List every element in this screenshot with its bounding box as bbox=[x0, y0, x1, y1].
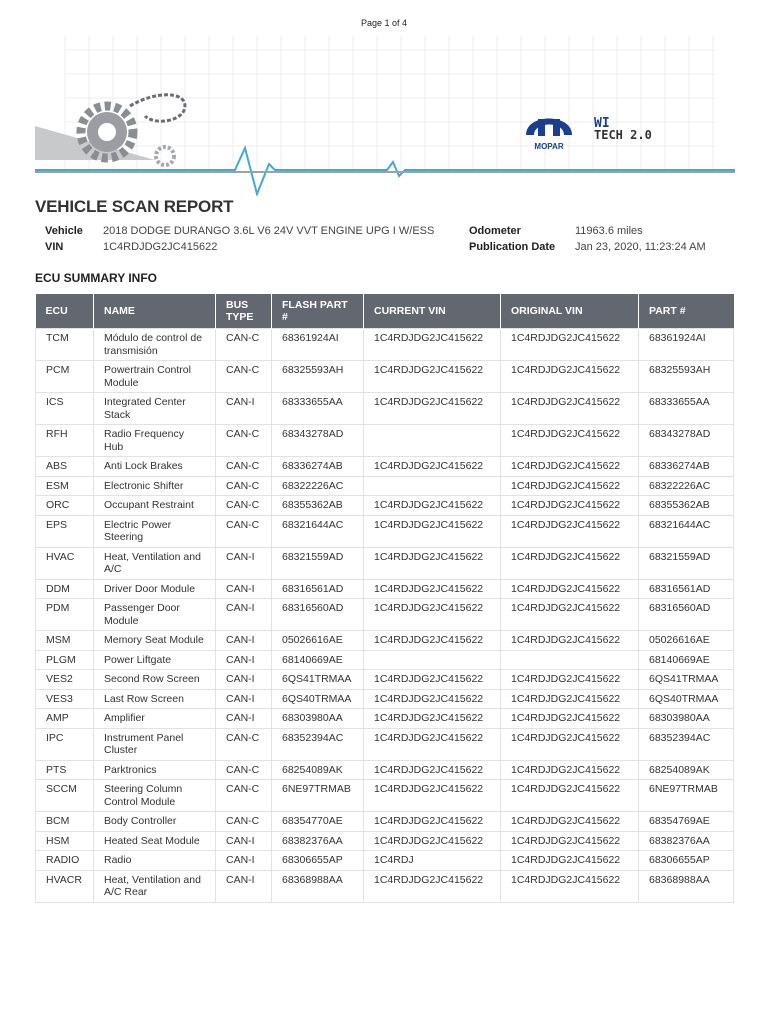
vehicle-info bbox=[45, 223, 735, 255]
ecu-code-cell: ESM bbox=[36, 476, 94, 496]
table-body bbox=[36, 329, 734, 903]
current-vin-cell: 1C4RDJDG2JC415622 bbox=[364, 515, 501, 547]
ecu-code-cell: VES2 bbox=[36, 670, 94, 690]
bus-type-cell: CAN-I bbox=[216, 393, 272, 425]
part-number-cell: 68361924AI bbox=[639, 329, 734, 361]
column-header: ECU bbox=[36, 294, 94, 329]
flash-part-cell: 68343278AD bbox=[272, 425, 364, 457]
current-vin-cell: 1C4RDJDG2JC415622 bbox=[364, 760, 501, 780]
ecu-code-cell: SCCM bbox=[36, 780, 94, 812]
table-row bbox=[36, 631, 734, 651]
report-title: VEHICLE SCAN REPORT bbox=[35, 197, 234, 216]
table-row bbox=[36, 476, 734, 496]
bus-type-cell: CAN-I bbox=[216, 547, 272, 579]
table-row bbox=[36, 812, 734, 832]
ecu-code-cell: EPS bbox=[36, 515, 94, 547]
current-vin-cell: 1C4RDJDG2JC415622 bbox=[364, 599, 501, 631]
table-row bbox=[36, 780, 734, 812]
chain-loop bbox=[130, 95, 185, 121]
vin-value: 1C4RDJDG2JC415622 bbox=[103, 241, 218, 253]
original-vin-cell: 1C4RDJDG2JC415622 bbox=[501, 689, 639, 709]
part-number-cell: 68321644AC bbox=[639, 515, 734, 547]
bus-type-cell: CAN-C bbox=[216, 496, 272, 516]
original-vin-cell: 1C4RDJDG2JC415622 bbox=[501, 831, 639, 851]
part-number-cell: 68368988AA bbox=[639, 870, 734, 902]
bus-type-cell: CAN-I bbox=[216, 670, 272, 690]
original-vin-cell: 1C4RDJDG2JC415622 bbox=[501, 496, 639, 516]
bus-type-cell: CAN-I bbox=[216, 851, 272, 871]
ecu-name-cell: Integrated Center Stack bbox=[94, 393, 216, 425]
original-vin-cell: 1C4RDJDG2JC415622 bbox=[501, 670, 639, 690]
flash-part-cell: 68368988AA bbox=[272, 870, 364, 902]
ecu-name-cell: Electronic Shifter bbox=[94, 476, 216, 496]
original-vin-cell: 1C4RDJDG2JC415622 bbox=[501, 329, 639, 361]
current-vin-cell: 1C4RDJDG2JC415622 bbox=[364, 579, 501, 599]
flash-part-cell: 6QS41TRMAA bbox=[272, 670, 364, 690]
ecu-summary-table bbox=[35, 294, 734, 903]
gear-icon bbox=[81, 106, 133, 158]
ecu-name-cell: Body Controller bbox=[94, 812, 216, 832]
table-row bbox=[36, 650, 734, 670]
current-vin-cell: 1C4RDJDG2JC415622 bbox=[364, 496, 501, 516]
ecu-code-cell: IPC bbox=[36, 728, 94, 760]
current-vin-cell: 1C4RDJDG2JC415622 bbox=[364, 457, 501, 477]
ecu-summary-title: ECU SUMMARY INFO bbox=[35, 271, 158, 285]
part-number-cell: 68333655AA bbox=[639, 393, 734, 425]
ecu-name-cell: Power Liftgate bbox=[94, 650, 216, 670]
table-row bbox=[36, 728, 734, 760]
bus-type-cell: CAN-C bbox=[216, 476, 272, 496]
original-vin-cell: 1C4RDJDG2JC415622 bbox=[501, 851, 639, 871]
ecu-name-cell: Memory Seat Module bbox=[94, 631, 216, 651]
column-header: NAME bbox=[94, 294, 216, 329]
flash-part-cell: 68333655AA bbox=[272, 393, 364, 425]
original-vin-cell: 1C4RDJDG2JC415622 bbox=[501, 579, 639, 599]
table-row bbox=[36, 709, 734, 729]
part-number-cell: 68316561AD bbox=[639, 579, 734, 599]
part-number-cell: 68382376AA bbox=[639, 831, 734, 851]
part-number-cell: 68254089AK bbox=[639, 760, 734, 780]
bus-type-cell: CAN-C bbox=[216, 728, 272, 760]
flash-part-cell: 68321559AD bbox=[272, 547, 364, 579]
ecu-name-cell: Heated Seat Module bbox=[94, 831, 216, 851]
current-vin-cell bbox=[364, 476, 501, 496]
ecu-code-cell: MSM bbox=[36, 631, 94, 651]
column-header: PART # bbox=[639, 294, 734, 329]
original-vin-cell: 1C4RDJDG2JC415622 bbox=[501, 728, 639, 760]
ecu-code-cell: DDM bbox=[36, 579, 94, 599]
table-row bbox=[36, 851, 734, 871]
flash-part-cell: 68306655AP bbox=[272, 851, 364, 871]
current-vin-cell: 1C4RDJDG2JC415622 bbox=[364, 780, 501, 812]
original-vin-cell: 1C4RDJDG2JC415622 bbox=[501, 760, 639, 780]
tech-wordmark: TECH 2.0 bbox=[594, 128, 652, 142]
flash-part-cell: 68382376AA bbox=[272, 831, 364, 851]
vehicle-value: 2018 DODGE DURANGO 3.6L V6 24V VVT ENGINE UPG I W/ESS bbox=[103, 225, 435, 237]
part-number-cell: 6QS41TRMAA bbox=[639, 670, 734, 690]
part-number-cell: 68325593AH bbox=[639, 361, 734, 393]
current-vin-cell: 1C4RDJDG2JC415622 bbox=[364, 329, 501, 361]
vin-row bbox=[45, 239, 735, 255]
part-number-cell: 05026616AE bbox=[639, 631, 734, 651]
original-vin-cell: 1C4RDJDG2JC415622 bbox=[501, 709, 639, 729]
flash-part-cell: 68254089AK bbox=[272, 760, 364, 780]
original-vin-cell: 1C4RDJDG2JC415622 bbox=[501, 631, 639, 651]
table-row bbox=[36, 457, 734, 477]
ecu-code-cell: HSM bbox=[36, 831, 94, 851]
vehicle-row bbox=[45, 223, 735, 239]
current-vin-cell: 1C4RDJDG2JC415622 bbox=[364, 870, 501, 902]
ecu-code-cell: PCM bbox=[36, 361, 94, 393]
flash-part-cell: 68325593AH bbox=[272, 361, 364, 393]
bus-type-cell: CAN-C bbox=[216, 457, 272, 477]
flash-part-cell: 68321644AC bbox=[272, 515, 364, 547]
ecu-code-cell: TCM bbox=[36, 329, 94, 361]
part-number-cell: 68322226AC bbox=[639, 476, 734, 496]
ecu-name-cell: Radio Frequency Hub bbox=[94, 425, 216, 457]
part-number-cell: 68354769AE bbox=[639, 812, 734, 832]
bus-type-cell: CAN-C bbox=[216, 329, 272, 361]
flash-part-cell: 68316561AD bbox=[272, 579, 364, 599]
ecu-name-cell: Módulo de control de transmisión bbox=[94, 329, 216, 361]
part-number-cell: 68343278AD bbox=[639, 425, 734, 457]
bus-type-cell: CAN-I bbox=[216, 689, 272, 709]
flash-part-cell: 68316560AD bbox=[272, 599, 364, 631]
current-vin-cell: 1C4RDJDG2JC415622 bbox=[364, 393, 501, 425]
table-row bbox=[36, 760, 734, 780]
vehicle-label: Vehicle bbox=[45, 225, 83, 237]
column-header: FLASH PART # bbox=[272, 294, 364, 329]
bus-type-cell: CAN-I bbox=[216, 870, 272, 902]
current-vin-cell: 1C4RDJDG2JC415622 bbox=[364, 709, 501, 729]
part-number-cell: 68352394AC bbox=[639, 728, 734, 760]
ecu-name-cell: Radio bbox=[94, 851, 216, 871]
odometer-value: 11963.6 miles bbox=[575, 225, 643, 237]
table-row bbox=[36, 831, 734, 851]
flash-part-cell: 05026616AE bbox=[272, 631, 364, 651]
table-row bbox=[36, 599, 734, 631]
wi-wordmark: WI bbox=[594, 116, 610, 131]
page-number: Page 1 of 4 bbox=[360, 18, 408, 28]
bus-type-cell: CAN-I bbox=[216, 631, 272, 651]
ecu-name-cell: Heat, Ventilation and A/C bbox=[94, 547, 216, 579]
flash-part-cell: 68361924AI bbox=[272, 329, 364, 361]
current-vin-cell: 1C4RDJ bbox=[364, 851, 501, 871]
original-vin-cell: 1C4RDJDG2JC415622 bbox=[501, 425, 639, 457]
ecu-name-cell: Driver Door Module bbox=[94, 579, 216, 599]
mopar-wordmark: MOPAR bbox=[534, 142, 564, 151]
bus-type-cell: CAN-C bbox=[216, 361, 272, 393]
part-number-cell: 68355362AB bbox=[639, 496, 734, 516]
part-number-cell: 6QS40TRMAA bbox=[639, 689, 734, 709]
original-vin-cell: 1C4RDJDG2JC415622 bbox=[501, 547, 639, 579]
ecu-code-cell: PDM bbox=[36, 599, 94, 631]
bus-type-cell: CAN-I bbox=[216, 831, 272, 851]
logo bbox=[524, 105, 724, 155]
bus-type-cell: CAN-C bbox=[216, 760, 272, 780]
bus-type-cell: CAN-I bbox=[216, 650, 272, 670]
bus-type-cell: CAN-C bbox=[216, 515, 272, 547]
table-row bbox=[36, 361, 734, 393]
ecu-code-cell: ABS bbox=[36, 457, 94, 477]
flash-part-cell: 6NE97TRMAB bbox=[272, 780, 364, 812]
current-vin-cell: 1C4RDJDG2JC415622 bbox=[364, 361, 501, 393]
table-header-row bbox=[36, 294, 734, 329]
table-row bbox=[36, 670, 734, 690]
column-header: ORIGINAL VIN bbox=[501, 294, 639, 329]
bus-type-cell: CAN-I bbox=[216, 709, 272, 729]
flash-part-cell: 68355362AB bbox=[272, 496, 364, 516]
ecu-code-cell: VES3 bbox=[36, 689, 94, 709]
table-row bbox=[36, 870, 734, 902]
ecu-name-cell: Second Row Screen bbox=[94, 670, 216, 690]
current-vin-cell bbox=[364, 425, 501, 457]
current-vin-cell: 1C4RDJDG2JC415622 bbox=[364, 831, 501, 851]
ecu-code-cell: RFH bbox=[36, 425, 94, 457]
flash-part-cell: 68322226AC bbox=[272, 476, 364, 496]
original-vin-cell: 1C4RDJDG2JC415622 bbox=[501, 393, 639, 425]
table-row bbox=[36, 547, 734, 579]
ecu-name-cell: Amplifier bbox=[94, 709, 216, 729]
column-header: CURRENT VIN bbox=[364, 294, 501, 329]
part-number-cell: 68316560AD bbox=[639, 599, 734, 631]
original-vin-cell: 1C4RDJDG2JC415622 bbox=[501, 515, 639, 547]
current-vin-cell bbox=[364, 650, 501, 670]
ecu-name-cell: Parktronics bbox=[94, 760, 216, 780]
current-vin-cell: 1C4RDJDG2JC415622 bbox=[364, 728, 501, 760]
current-vin-cell: 1C4RDJDG2JC415622 bbox=[364, 670, 501, 690]
table-row bbox=[36, 496, 734, 516]
original-vin-cell: 1C4RDJDG2JC415622 bbox=[501, 812, 639, 832]
ecu-code-cell: HVAC bbox=[36, 547, 94, 579]
flash-part-cell: 68354770AE bbox=[272, 812, 364, 832]
publication-date-value: Jan 23, 2020, 11:23:24 AM bbox=[575, 241, 706, 253]
ecu-code-cell: RADIO bbox=[36, 851, 94, 871]
original-vin-cell: 1C4RDJDG2JC415622 bbox=[501, 870, 639, 902]
part-number-cell: 68303980AA bbox=[639, 709, 734, 729]
ecu-name-cell: Passenger Door Module bbox=[94, 599, 216, 631]
ecu-code-cell: PLGM bbox=[36, 650, 94, 670]
publication-date-label: Publication Date bbox=[469, 241, 556, 253]
ecu-code-cell: HVACR bbox=[36, 870, 94, 902]
ecu-name-cell: Electric Power Steering bbox=[94, 515, 216, 547]
vin-label: VIN bbox=[45, 241, 64, 253]
part-number-cell: 68321559AD bbox=[639, 547, 734, 579]
column-header: BUS TYPE bbox=[216, 294, 272, 329]
flash-part-cell: 68303980AA bbox=[272, 709, 364, 729]
bus-type-cell: CAN-I bbox=[216, 599, 272, 631]
ecu-name-cell: Last Row Screen bbox=[94, 689, 216, 709]
ecu-name-cell: Heat, Ventilation and A/C Rear bbox=[94, 870, 216, 902]
mopar-logo bbox=[526, 119, 572, 152]
bus-type-cell: CAN-I bbox=[216, 579, 272, 599]
table-row bbox=[36, 329, 734, 361]
flash-part-cell: 68352394AC bbox=[272, 728, 364, 760]
ecu-code-cell: ORC bbox=[36, 496, 94, 516]
bus-type-cell: CAN-C bbox=[216, 780, 272, 812]
current-vin-cell: 1C4RDJDG2JC415622 bbox=[364, 547, 501, 579]
ecu-code-cell: BCM bbox=[36, 812, 94, 832]
part-number-cell: 68306655AP bbox=[639, 851, 734, 871]
table-row bbox=[36, 393, 734, 425]
current-vin-cell: 1C4RDJDG2JC415622 bbox=[364, 689, 501, 709]
original-vin-cell bbox=[501, 650, 639, 670]
table-row bbox=[36, 515, 734, 547]
original-vin-cell: 1C4RDJDG2JC415622 bbox=[501, 361, 639, 393]
odometer-label: Odometer bbox=[469, 225, 521, 237]
bus-type-cell: CAN-C bbox=[216, 812, 272, 832]
part-number-cell: 68140669AE bbox=[639, 650, 734, 670]
original-vin-cell: 1C4RDJDG2JC415622 bbox=[501, 599, 639, 631]
original-vin-cell: 1C4RDJDG2JC415622 bbox=[501, 476, 639, 496]
ecu-code-cell: AMP bbox=[36, 709, 94, 729]
part-number-cell: 6NE97TRMAB bbox=[639, 780, 734, 812]
original-vin-cell: 1C4RDJDG2JC415622 bbox=[501, 457, 639, 477]
part-number-cell: 68336274AB bbox=[639, 457, 734, 477]
current-vin-cell: 1C4RDJDG2JC415622 bbox=[364, 812, 501, 832]
current-vin-cell: 1C4RDJDG2JC415622 bbox=[364, 631, 501, 651]
ecu-code-cell: PTS bbox=[36, 760, 94, 780]
bus-type-cell: CAN-C bbox=[216, 425, 272, 457]
flash-part-cell: 68140669AE bbox=[272, 650, 364, 670]
table-row bbox=[36, 425, 734, 457]
original-vin-cell: 1C4RDJDG2JC415622 bbox=[501, 780, 639, 812]
ecu-name-cell: Steering Column Control Module bbox=[94, 780, 216, 812]
ecu-code-cell: ICS bbox=[36, 393, 94, 425]
flash-part-cell: 68336274AB bbox=[272, 457, 364, 477]
flash-part-cell: 6QS40TRMAA bbox=[272, 689, 364, 709]
ecu-name-cell: Powertrain Control Module bbox=[94, 361, 216, 393]
ecu-name-cell: Instrument Panel Cluster bbox=[94, 728, 216, 760]
ecu-name-cell: Occupant Restraint bbox=[94, 496, 216, 516]
table-row bbox=[36, 579, 734, 599]
small-gear-icon bbox=[156, 147, 174, 165]
ecu-name-cell: Anti Lock Brakes bbox=[94, 457, 216, 477]
table-row bbox=[36, 689, 734, 709]
